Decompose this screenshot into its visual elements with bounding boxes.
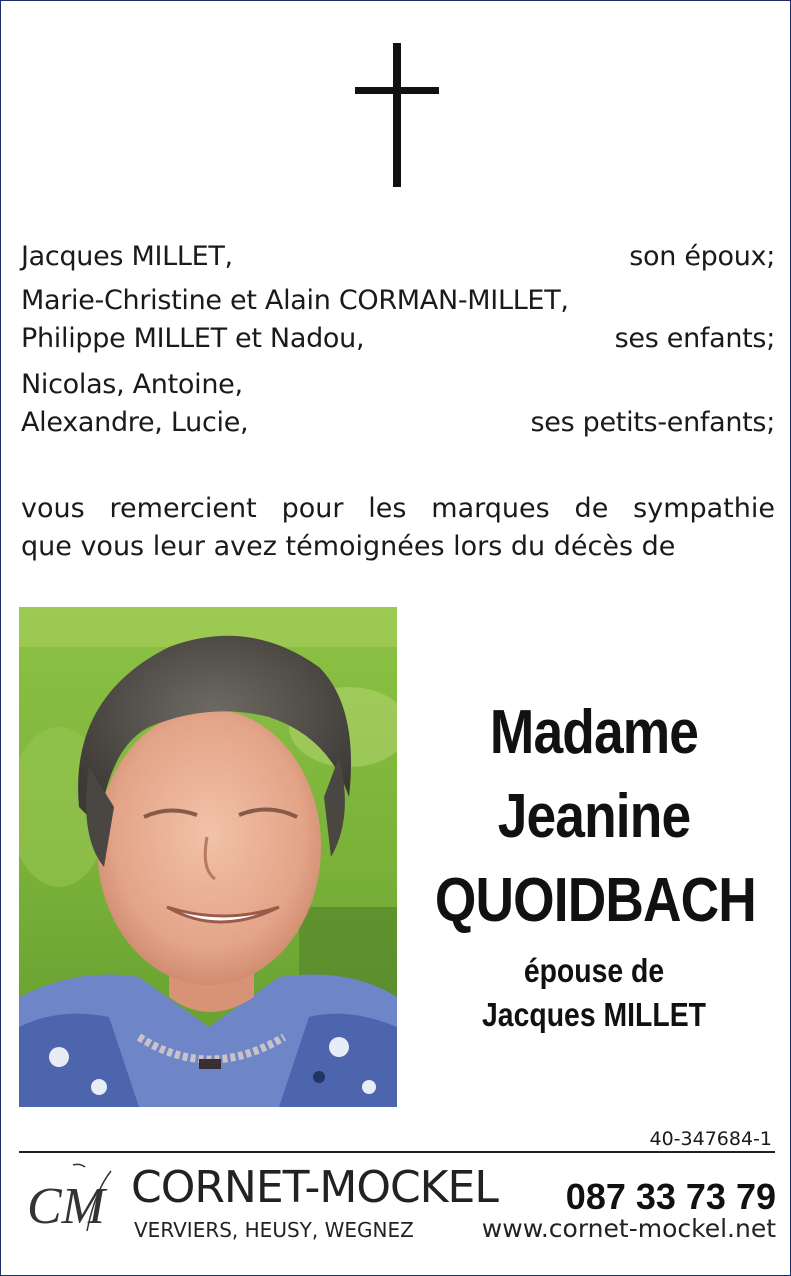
family-relation: ses petits-enfants;	[530, 407, 775, 438]
cross-icon	[355, 43, 439, 187]
deceased-last-name: QUOIDBACH	[434, 866, 756, 935]
family-name: Jacques MILLET,	[21, 241, 233, 272]
deceased-relation-line-2: Jacques MILLET	[482, 996, 706, 1033]
family-name: Alexandre, Lucie,	[21, 407, 249, 438]
thanks-message-line-2: que vous leur avez témoignées lors du décès de	[21, 531, 676, 562]
deceased-title: Madame	[489, 698, 699, 767]
funeral-home-website[interactable]: www.cornet-mockel.net	[481, 1214, 776, 1243]
portrait-photo	[19, 607, 397, 1107]
family-name: Nicolas, Antoine,	[21, 369, 243, 400]
family-name: Marie-Christine et Alain CORMAN-MILLET,	[21, 285, 569, 316]
funeral-home-phone: 087 33 73 79	[565, 1176, 776, 1217]
family-relation: son époux;	[629, 241, 775, 272]
thanks-message-line-1: vous remercient pour les marques de sympathie	[21, 493, 775, 524]
deceased-first-name: Jeanine	[497, 782, 691, 851]
funeral-home-name: CORNET-MOCKEL	[131, 1162, 498, 1213]
notice-reference: 40-347684-1	[649, 1128, 772, 1150]
family-relation: ses enfants;	[614, 323, 775, 354]
funeral-home-logo	[25, 1161, 115, 1241]
logo-letters: CM	[27, 1178, 105, 1235]
divider	[19, 1151, 775, 1153]
family-name: Philippe MILLET et Nadou,	[21, 323, 365, 354]
deceased-relation-line-1: épouse de	[523, 952, 665, 989]
funeral-home-towns: VERVIERS, HEUSY, WEGNEZ	[134, 1218, 414, 1242]
